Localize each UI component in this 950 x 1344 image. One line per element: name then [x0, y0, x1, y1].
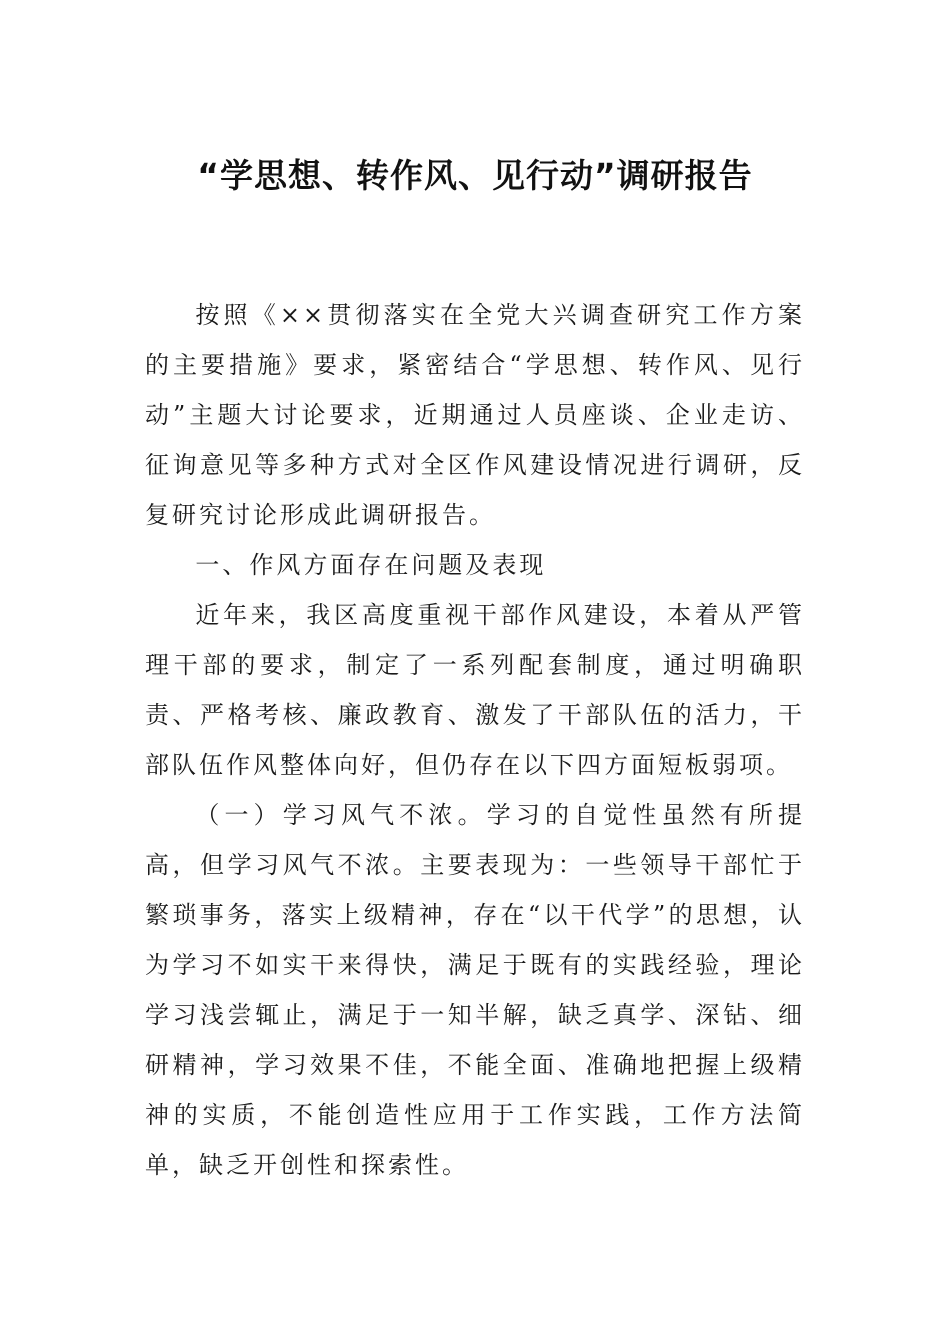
- body-paragraph: （一）学习风气不浓。学习的自觉性虽然有所提高，但学习风气不浓。主要表现为：一些领导干部忙于繁琐事务，落实上级精神，存在“以干代学”的思想，认为学习不如实干来得快，满足于既有的实践经验，理论学习浅尝辄止，满足于一知半解，缺乏真学、深钻、细研精神，学习效果不佳，不能全面、准确地把握上级精神的实质，不能创造性应用于工作实践，工作方法简单，缺乏开创性和探索性。: [145, 801, 805, 1179]
- intro-paragraph: 按照《××贯彻落实在全党大兴调查研究工作方案的主要措施》要求，紧密结合“学思想、转作风、见行动”主题大讨论要求，近期通过人员座谈、企业走访、征询意见等多种方式对全区作风建设情况进行调研，反复研究讨论形成此调研报告。: [145, 301, 805, 529]
- document-body: [145, 290, 805, 1190]
- section-heading: 一、作风方面存在问题及表现: [195, 551, 547, 579]
- document-title: “学思想、转作风、见行动”调研报告: [197, 156, 753, 195]
- body-paragraph: 近年来，我区高度重视干部作风建设，本着从严管理干部的要求，制定了一系列配套制度，通过明确职责、严格考核、廉政教育、激发了干部队伍的活力，干部队伍作风整体向好，但仍存在以下四方面短板弱项。: [145, 601, 805, 779]
